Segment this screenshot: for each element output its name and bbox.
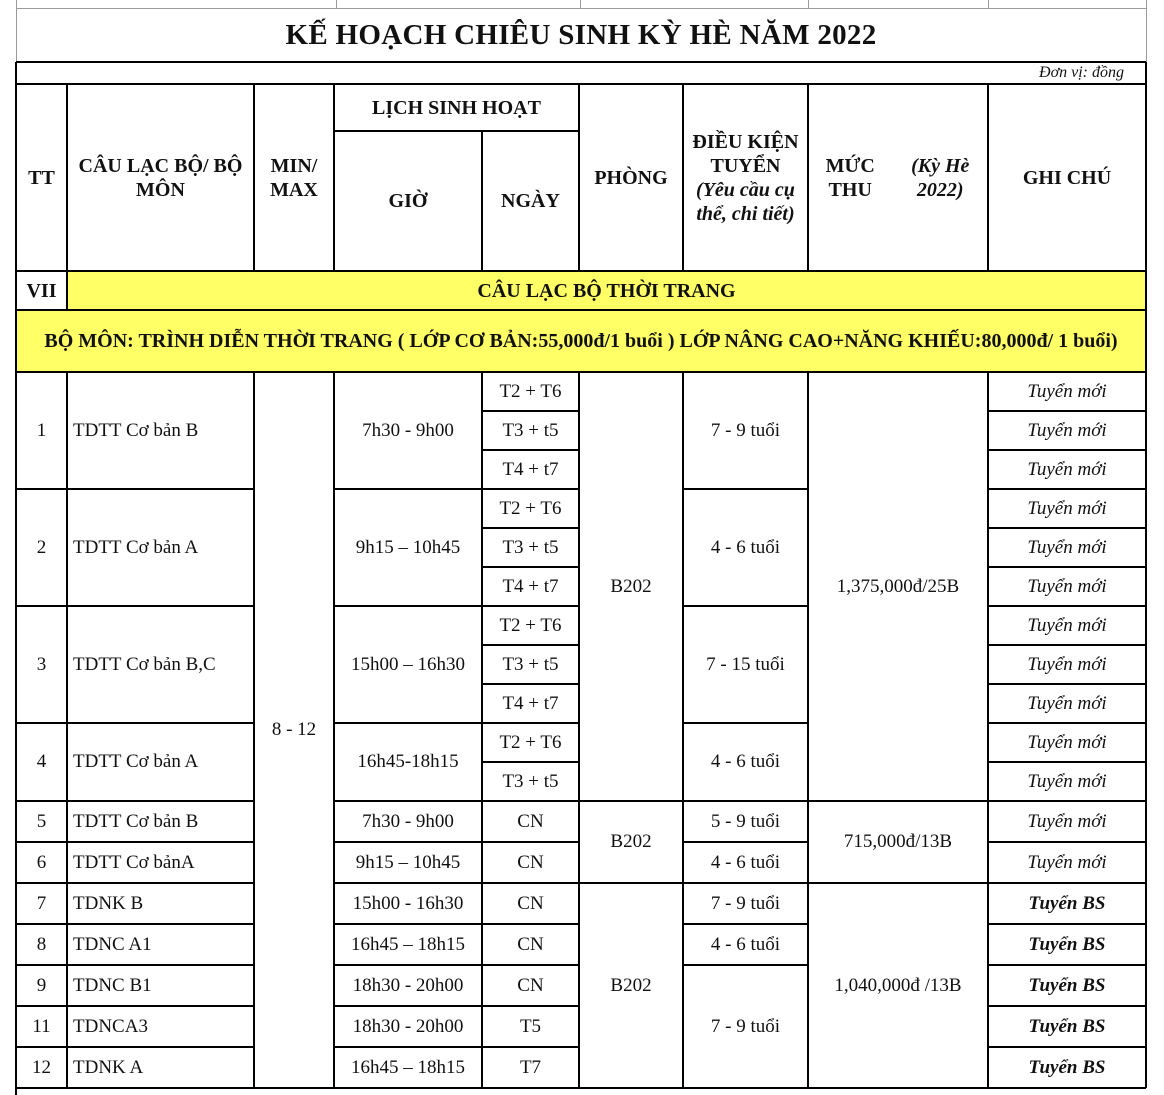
row-border <box>808 371 988 373</box>
note-value: Tuyển mới <box>1027 731 1107 753</box>
row-border <box>16 83 1146 85</box>
club-name: TDNCA3 <box>73 1015 148 1037</box>
note-value: Tuyển mới <box>1027 653 1107 675</box>
row-border <box>808 882 988 884</box>
club-name: TDTT Cơ bản B,C <box>73 653 216 675</box>
row-border <box>683 923 808 925</box>
column-border <box>333 372 335 1088</box>
header-hour: GIỜ <box>388 190 428 212</box>
row-border <box>16 371 254 373</box>
schedule-day: T3 + t5 <box>502 536 559 558</box>
minmax-value: 8 - 12 <box>271 719 317 740</box>
row-border <box>482 644 579 646</box>
header-condition-sub: (Yêu cầu cụ thể, chi tiết) <box>696 178 795 225</box>
page-title: KẾ HOẠCH CHIÊU SINH KỲ HÈ NĂM 2022 <box>285 19 877 51</box>
row-border <box>988 644 1146 646</box>
header-fee-main: MỨC THU <box>825 154 875 201</box>
row-border <box>16 309 1146 311</box>
note-value: Tuyển mới <box>1027 692 1107 714</box>
column-border <box>578 372 580 1088</box>
row-border <box>254 371 334 373</box>
column-border <box>1146 0 1147 62</box>
schedule-day: T4 + t7 <box>502 692 559 714</box>
row-border <box>988 882 1146 884</box>
row-border <box>16 1005 254 1007</box>
column-border <box>987 372 989 1088</box>
note-value: Tuyển BS <box>1028 1056 1106 1078</box>
note-value: Tuyển mới <box>1027 575 1107 597</box>
header-condition <box>683 84 808 271</box>
row-border <box>988 800 1146 802</box>
row-border <box>482 527 579 529</box>
row-border <box>482 964 579 966</box>
note-value: Tuyển mới <box>1027 380 1107 402</box>
row-border <box>16 488 254 490</box>
row-border <box>16 1087 1146 1089</box>
schedule-time: 9h15 – 10h45 <box>355 536 461 558</box>
row-number: 3 <box>36 653 47 675</box>
schedule-time: 9h15 – 10h45 <box>355 851 461 873</box>
row-border <box>988 1005 1146 1007</box>
club-name: TDTT Cơ bản A <box>73 751 199 772</box>
row-border <box>334 371 482 373</box>
row-border <box>988 371 1146 373</box>
schedule-time: 16h45 – 18h15 <box>351 933 465 955</box>
row-border <box>16 605 254 607</box>
condition-value: 4 - 6 tuổi <box>710 851 781 873</box>
club-name: TDNK B <box>73 892 144 914</box>
condition-value: 7 - 15 tuổi <box>706 653 785 675</box>
schedule-day: CN <box>517 810 544 832</box>
column-border <box>481 131 483 271</box>
row-border <box>683 841 808 843</box>
note-value: Tuyển mới <box>1027 536 1107 558</box>
column-border <box>682 372 684 1088</box>
room-value: B202 <box>610 831 652 852</box>
room-value: B202 <box>610 575 652 597</box>
note-value: Tuyển BS <box>1028 892 1106 914</box>
schedule-day: T2 + T6 <box>499 497 562 519</box>
row-border <box>482 683 579 685</box>
schedule-day: T4 + t7 <box>502 575 559 597</box>
schedule-day: CN <box>517 974 544 996</box>
column-border <box>808 0 809 8</box>
row-number: 9 <box>36 974 47 996</box>
row-border <box>683 488 808 490</box>
column-border <box>682 84 684 271</box>
column-border <box>1145 62 1147 1088</box>
schedule-day: CN <box>517 892 544 914</box>
header-schedule: LỊCH SINH HOẠT <box>372 96 541 119</box>
row-number: 1 <box>36 419 47 441</box>
schedule-day: T3 + t5 <box>502 770 559 792</box>
schedule-time: 16h45-18h15 <box>357 751 459 772</box>
condition-value: 4 - 6 tuổi <box>710 751 781 772</box>
row-number: 5 <box>36 810 47 832</box>
row-border <box>16 841 254 843</box>
column-border <box>807 84 809 271</box>
row-border <box>482 1046 579 1048</box>
note-value: Tuyển mới <box>1027 497 1107 519</box>
row-number: 7 <box>36 892 47 914</box>
row-border <box>988 488 1146 490</box>
subject-line: BỘ MÔN: TRÌNH DIỄN THỜI TRANG ( LỚP CƠ BẢN:55,000đ/1 buổi ) LỚP NÂNG CAO+NĂNG KHIẾU:80,000đ/ 1 buổi) <box>44 330 1118 352</box>
note-value: Tuyển mới <box>1027 851 1107 873</box>
schedule-day: T5 <box>519 1015 542 1037</box>
row-border <box>334 1046 482 1048</box>
row-border <box>482 841 579 843</box>
row-border <box>482 1005 579 1007</box>
row-border <box>16 800 254 802</box>
schedule-day: T3 + t5 <box>502 653 559 675</box>
column-border <box>987 84 989 271</box>
row-border <box>16 1046 254 1048</box>
club-name: TDTT Cơ bản A <box>73 536 199 558</box>
condition-value: 7 - 9 tuổi <box>710 892 781 914</box>
club-name: TDNC A1 <box>73 933 152 955</box>
row-border <box>988 923 1146 925</box>
row-border <box>482 605 579 607</box>
room-value: B202 <box>610 974 652 996</box>
row-number: 12 <box>32 1056 51 1078</box>
row-border <box>334 605 482 607</box>
column-border <box>481 372 483 1088</box>
club-name: TDTT Cơ bản B <box>73 419 199 441</box>
row-border <box>334 882 482 884</box>
header-minmax: MIN/ MAX <box>270 154 318 201</box>
header-fee <box>808 84 988 271</box>
row-border <box>16 270 1146 272</box>
row-number: 6 <box>36 851 47 873</box>
column-border <box>578 84 580 271</box>
condition-value: 4 - 6 tuổi <box>710 536 781 558</box>
row-border <box>988 566 1146 568</box>
row-border <box>579 371 683 373</box>
row-border <box>683 882 808 884</box>
column-border <box>253 84 255 271</box>
row-border <box>988 964 1146 966</box>
row-border <box>808 800 988 802</box>
section-number: VII <box>26 279 57 302</box>
header-fee-sub: (Kỳ Hè 2022) <box>911 154 970 201</box>
schedule-time: 18h30 - 20h00 <box>352 974 464 996</box>
row-border <box>988 761 1146 763</box>
row-border <box>988 841 1146 843</box>
header-day: NGÀY <box>501 190 560 212</box>
schedule-day: T4 + t7 <box>502 458 559 480</box>
note-value: Tuyển BS <box>1028 1015 1106 1037</box>
row-border <box>16 923 254 925</box>
schedule-day: T2 + T6 <box>499 614 562 636</box>
schedule-time: 18h30 - 20h00 <box>352 1015 464 1037</box>
condition-value: 7 - 9 tuổi <box>710 1015 781 1037</box>
note-value: Tuyển mới <box>1027 458 1107 480</box>
row-border <box>334 722 482 724</box>
fee-value: 715,000đ/13B <box>843 831 953 852</box>
club-name: TDNC B1 <box>73 974 152 996</box>
row-border <box>683 371 808 373</box>
condition-value: 7 - 9 tuổi <box>710 419 781 441</box>
schedule-day: T7 <box>519 1056 542 1078</box>
row-border <box>683 722 808 724</box>
row-number: 11 <box>32 1015 51 1037</box>
row-border <box>683 605 808 607</box>
column-border <box>66 372 68 1088</box>
schedule-day: T2 + T6 <box>499 380 562 402</box>
row-border <box>482 566 579 568</box>
row-border <box>482 488 579 490</box>
row-border <box>482 800 579 802</box>
club-name: TDTT Cơ bảnA <box>73 851 195 873</box>
section-name: CÂU LẠC BỘ THỜI TRANG <box>477 279 736 302</box>
row-border <box>579 882 683 884</box>
row-border <box>482 722 579 724</box>
note-value: Tuyển BS <box>1028 974 1106 996</box>
column-border <box>807 372 809 1088</box>
row-border <box>482 371 579 373</box>
row-number: 8 <box>36 933 47 955</box>
club-name: TDTT Cơ bản B <box>73 810 199 832</box>
row-border <box>334 488 482 490</box>
schedule-time: 15h00 - 16h30 <box>352 892 464 914</box>
column-border <box>988 0 989 8</box>
column-border <box>333 84 335 271</box>
column-border <box>66 84 68 271</box>
condition-value: 5 - 9 tuổi <box>710 810 781 832</box>
row-border <box>334 130 579 132</box>
row-border <box>16 882 254 884</box>
row-border <box>683 964 808 966</box>
column-border <box>66 271 68 310</box>
row-border <box>988 605 1146 607</box>
note-value: Tuyển mới <box>1027 770 1107 792</box>
row-border <box>988 449 1146 451</box>
note-value: Tuyển mới <box>1027 419 1107 441</box>
row-border <box>16 964 254 966</box>
schedule-time: 15h00 – 16h30 <box>351 653 465 675</box>
fee-value: 1,040,000đ /13B <box>834 974 962 996</box>
fee-value: 1,375,000đ/25B <box>836 575 960 597</box>
row-border <box>683 800 808 802</box>
schedule-time: 7h30 - 9h00 <box>362 419 454 441</box>
row-border <box>16 61 1146 63</box>
row-border <box>988 410 1146 412</box>
header-condition-main: ĐIỀU KIỆN TUYỂN <box>692 130 799 177</box>
row-border <box>482 923 579 925</box>
row-border <box>334 841 482 843</box>
row-border <box>988 722 1146 724</box>
schedule-day: T3 + t5 <box>502 419 559 441</box>
column-border <box>580 0 581 8</box>
row-border <box>334 1005 482 1007</box>
row-border <box>334 923 482 925</box>
header-room: PHÒNG <box>594 166 668 189</box>
row-border <box>334 800 482 802</box>
header-club: CÂU LẠC BỘ/ BỘ MÔN <box>78 154 243 201</box>
row-number: 4 <box>36 751 47 772</box>
row-border <box>482 410 579 412</box>
row-border <box>16 722 254 724</box>
schedule-time: 7h30 - 9h00 <box>362 810 454 832</box>
schedule-day: CN <box>517 851 544 873</box>
note-value: Tuyển mới <box>1027 614 1107 636</box>
column-border <box>253 372 255 1088</box>
condition-value: 4 - 6 tuổi <box>710 933 781 955</box>
row-border <box>482 761 579 763</box>
schedule-time: 16h45 – 18h15 <box>351 1056 465 1078</box>
note-value: Tuyển mới <box>1027 810 1107 832</box>
note-value: Tuyển BS <box>1028 933 1106 955</box>
row-border <box>988 1046 1146 1048</box>
row-border <box>579 800 683 802</box>
column-border <box>15 62 17 1095</box>
schedule-day: T2 + T6 <box>499 731 562 753</box>
row-border <box>988 683 1146 685</box>
row-border <box>482 449 579 451</box>
row-border <box>482 882 579 884</box>
column-border <box>336 0 337 8</box>
header-tt: TT <box>28 166 55 189</box>
schedule-day: CN <box>517 933 544 955</box>
club-name: TDNK A <box>73 1056 144 1078</box>
row-border <box>988 527 1146 529</box>
row-number: 2 <box>36 536 47 558</box>
header-note: GHI CHÚ <box>1022 166 1112 189</box>
row-border <box>334 964 482 966</box>
unit-note: Đơn vị: đồng <box>1039 64 1124 81</box>
